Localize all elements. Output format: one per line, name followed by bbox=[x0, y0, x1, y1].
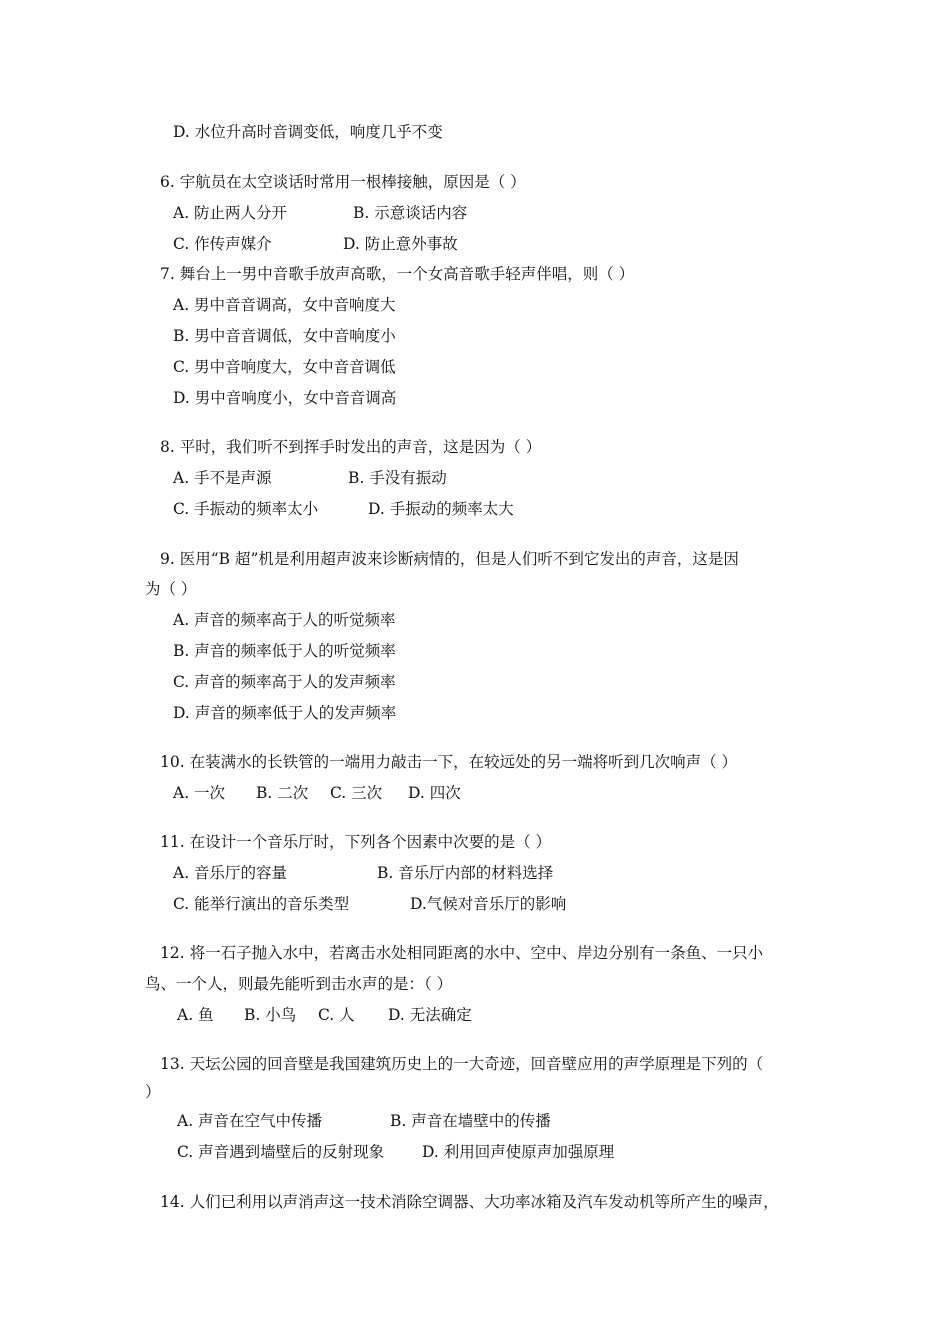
q11-option-b: B. 音乐厅内部的材料选择 bbox=[377, 864, 554, 882]
q10-option-d: D. 四次 bbox=[408, 784, 461, 802]
q12-stem-line1: 12. 将一石子抛入水中，若离击水处相同距离的水中、空中、岸边分别有一条鱼、一只小 bbox=[160, 944, 764, 962]
q6-option-a: A. 防止两人分开 bbox=[173, 204, 288, 222]
q7-stem: 7. 舞台上一男中音歌手放声高歌，一个女高音歌手轻声伴唱，则（ ） bbox=[160, 265, 635, 283]
q9-stem-line1: 9. 医用“B 超”机是利用超声波来诊断病情的，但是人们听不到它发出的声音，这是因 bbox=[160, 550, 739, 568]
q12-stem-line2: 鸟、一个人，则最先能听到击水声的是：（ ） bbox=[145, 975, 453, 993]
q11-option-a: A. 音乐厅的容量 bbox=[173, 864, 288, 882]
q6-stem: 6. 宇航员在太空谈话时常用一根棒接触，原因是（ ） bbox=[160, 173, 526, 191]
q13-option-b: B. 声音在墙壁中的传播 bbox=[390, 1112, 551, 1130]
q10-option-b: B. 二次 bbox=[256, 784, 309, 802]
q12-option-c: C. 人 bbox=[318, 1006, 355, 1024]
q12-option-a: A. 鱼 bbox=[177, 1006, 214, 1024]
q8-stem: 8. 平时，我们听不到挥手时发出的声音，这是因为（ ） bbox=[160, 438, 542, 456]
q12-option-d: D. 无法确定 bbox=[388, 1006, 472, 1024]
q13-stem-line1: 13. 天坛公园的回音壁是我国建筑历史上的一大奇迹，回音壁应用的声学原理是下列的（ bbox=[160, 1055, 764, 1073]
q9-option-a: A. 声音的频率高于人的听觉频率 bbox=[173, 611, 396, 629]
q5-option-d: D. 水位升高时音调变低，响度几乎不变 bbox=[173, 123, 443, 141]
q9-option-d: D. 声音的频率低于人的发声频率 bbox=[173, 704, 397, 722]
q6-option-d: D. 防止意外事故 bbox=[343, 235, 458, 253]
q13-option-d: D. 利用回声使原声加强原理 bbox=[422, 1143, 615, 1161]
q8-option-a: A. 手不是声源 bbox=[173, 469, 272, 487]
q6-option-b: B. 示意谈话内容 bbox=[353, 204, 468, 222]
q11-option-c: C. 能举行演出的音乐类型 bbox=[173, 895, 350, 913]
q9-option-b: B. 声音的频率低于人的听觉频率 bbox=[173, 642, 396, 660]
q10-stem: 10. 在装满水的长铁管的一端用力敲击一下，在较远处的另一端将听到几次响声（ ） bbox=[160, 753, 738, 771]
q11-stem: 11. 在设计一个音乐厅时，下列各个因素中次要的是（ ） bbox=[160, 833, 552, 851]
q12-option-b: B. 小鸟 bbox=[244, 1006, 297, 1024]
q6-option-c: C. 作传声媒介 bbox=[173, 235, 272, 253]
q11-option-d: D.气候对音乐厅的影响 bbox=[410, 895, 567, 913]
q8-option-d: D. 手振动的频率太大 bbox=[368, 500, 514, 518]
q7-option-b: B. 男中音音调低，女中音响度小 bbox=[173, 327, 396, 345]
q13-option-a: A. 声音在空气中传播 bbox=[177, 1112, 323, 1130]
q7-option-a: A. 男中音音调高，女中音响度大 bbox=[173, 296, 396, 314]
q8-option-c: C. 手振动的频率太小 bbox=[173, 500, 319, 518]
q13-stem-line2: ） bbox=[145, 1083, 161, 1101]
q7-option-c: C. 男中音响度大，女中音音调低 bbox=[173, 358, 396, 376]
q7-option-d: D. 男中音响度小，女中音音调高 bbox=[173, 389, 397, 407]
q9-stem-line2: 为（ ） bbox=[145, 580, 197, 598]
q14-stem-line1: 14. 人们已利用以声消声这一技术消除空调器、大功率冰箱及汽车发动机等所产生的噪声， bbox=[160, 1193, 779, 1211]
q13-option-c: C. 声音遇到墙壁后的反射现象 bbox=[177, 1143, 385, 1161]
q9-option-c: C. 声音的频率高于人的发声频率 bbox=[173, 673, 396, 691]
q10-option-c: C. 三次 bbox=[330, 784, 383, 802]
q8-option-b: B. 手没有振动 bbox=[348, 469, 447, 487]
q10-option-a: A. 一次 bbox=[173, 784, 226, 802]
